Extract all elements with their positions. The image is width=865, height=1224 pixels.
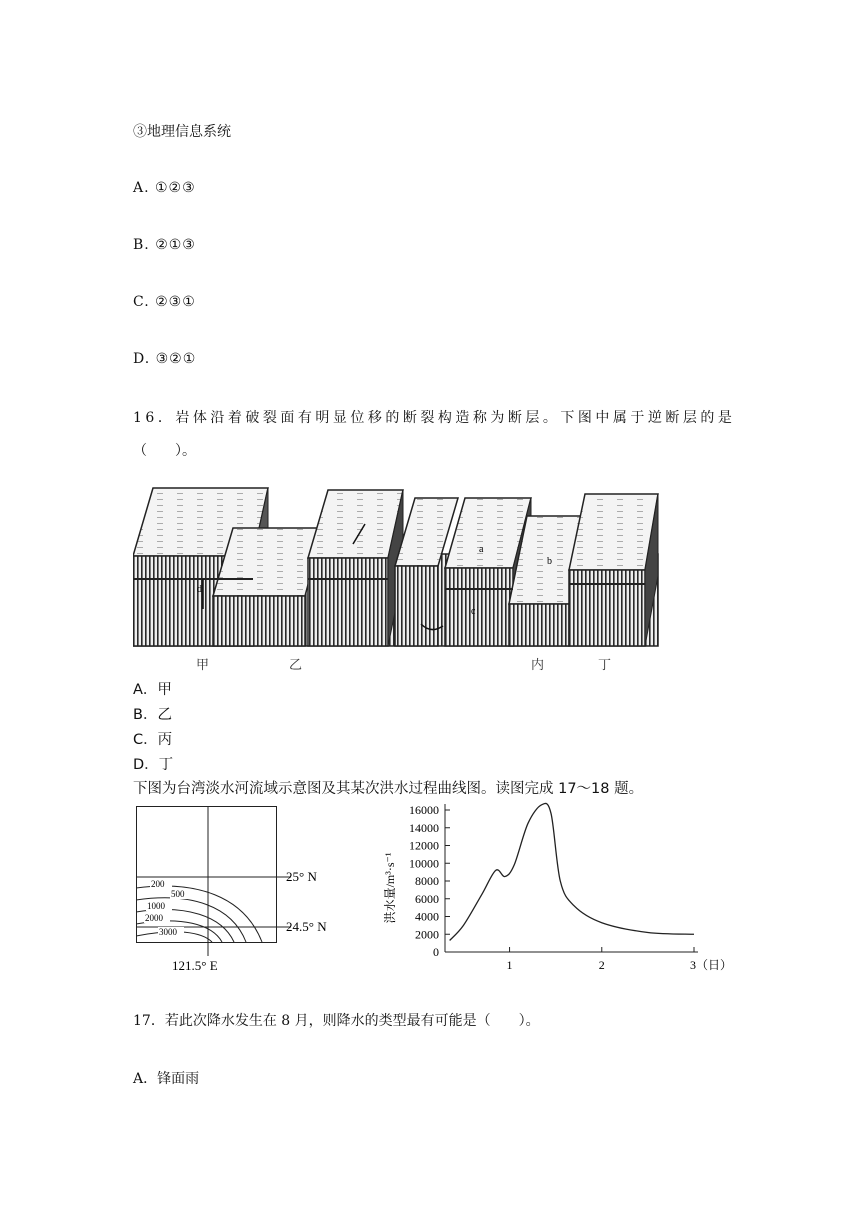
x-tick-label: 3（日）	[690, 958, 733, 972]
intro-text: 下图为台湾淡水河流域示意图及其某次洪水过程曲线图。读图完成 17～18 题。	[133, 781, 644, 797]
q16-option-a: A．甲	[133, 682, 172, 698]
q17-stem: 17．若此次降水发生在 8 月，则降水的类型最有可能是（ ）。	[133, 1013, 540, 1029]
contour-label-200: 200	[151, 879, 165, 889]
basin-map	[136, 806, 351, 976]
contour-label-1000: 1000	[147, 901, 165, 911]
y-tick-label: 4000	[415, 909, 439, 924]
y-tick-label: 2000	[415, 927, 439, 942]
q16-option-b: B．乙	[133, 707, 172, 723]
q16-option-c: C．丙	[133, 732, 173, 748]
q15-item3: ③地理信息系统	[133, 124, 231, 140]
fault-block-figure	[133, 484, 663, 649]
y-axis-label: 洪水量/m³·s⁻¹	[383, 852, 397, 924]
flood-hydrograph-chart	[376, 798, 751, 973]
lat-label-24-5n: 24.5° N	[286, 919, 327, 934]
y-tick-label: 6000	[415, 891, 439, 906]
fault-label-bing: 内	[531, 658, 545, 673]
y-tick-label: 0	[433, 945, 439, 959]
q15-option-b: B. ②①③	[133, 237, 196, 253]
block-letter-a: a	[479, 544, 484, 555]
fault-label-jia: 甲	[196, 658, 210, 673]
q17-option-a: A．锋面雨	[133, 1071, 200, 1087]
q15-option-c: C. ②③①	[133, 294, 196, 310]
lat-label-25n: 25° N	[286, 869, 317, 884]
block-letter-b: b	[547, 556, 552, 567]
x-tick-label: 1	[506, 958, 513, 972]
q16-stem-line1: 16．岩体沿着破裂面有明显位移的断裂构造称为断层。下图中属于逆断层的是	[133, 410, 736, 426]
block-letter-d: d	[197, 584, 202, 595]
flood-curve-line	[450, 803, 694, 940]
y-tick-label: 10000	[409, 856, 439, 871]
fault-label-yi: 乙	[289, 658, 303, 673]
y-tick-label: 12000	[409, 838, 439, 853]
q16-stem-line2: （ ）。	[133, 443, 196, 459]
lon-label: 121.5° E	[172, 958, 218, 973]
y-tick-label: 14000	[409, 820, 439, 835]
contour-label-500: 500	[171, 889, 185, 899]
x-tick-label: 2	[598, 958, 605, 972]
q15-option-a: A. ①②③	[133, 180, 196, 196]
y-tick-label: 8000	[415, 874, 439, 888]
y-tick-label: 16000	[409, 803, 439, 817]
contour-label-2000: 2000	[145, 913, 163, 923]
contour-label-3000: 3000	[159, 927, 177, 937]
q16-option-d: D．丁	[133, 757, 174, 773]
q15-option-d: D. ③②①	[133, 351, 197, 367]
fault-label-ding: 丁	[598, 658, 612, 673]
block-letter-c: c	[471, 606, 476, 617]
